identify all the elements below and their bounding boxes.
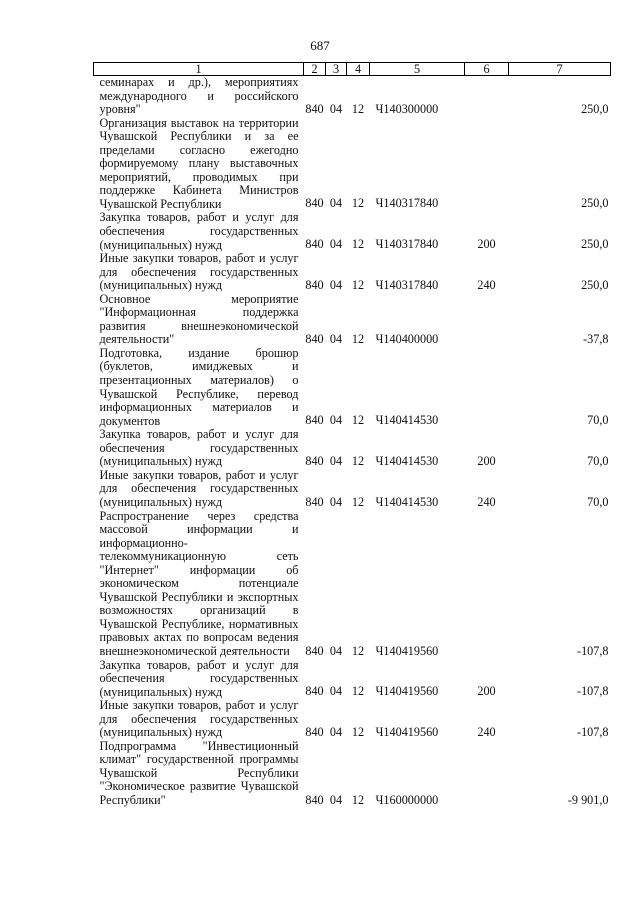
- row-expense-type: 240: [477, 724, 496, 739]
- row-target-article: Ч140414530: [375, 413, 439, 428]
- row-ministry-code: 840: [305, 237, 324, 252]
- row-expense-type: [465, 76, 509, 117]
- row-subsection-code: 12: [351, 453, 365, 468]
- row-name: Организация выставок на территории Чувашской Республики и за ее пределами согласно ежегодно формируемому плану выставочных мероприятий, проводимых при поддержке Кабинета Министров Чувашской Республики: [99, 115, 299, 211]
- header-col-3: 3: [326, 63, 347, 76]
- row-subsection-code: 12: [351, 101, 365, 116]
- row-target-article: Ч140400000: [375, 331, 439, 346]
- row-subsection-code: 12: [351, 237, 365, 252]
- budget-table: [93, 62, 611, 808]
- row-ministry-code: 840: [305, 413, 324, 428]
- row-section-code: 04: [329, 331, 343, 346]
- row-target-article: Ч140419560: [375, 643, 439, 658]
- row-expense-type: 200: [477, 453, 496, 468]
- row-amount: 70,0: [587, 453, 609, 468]
- row-name: Иные закупки товаров, работ и услуг для обеспечения государственных (муниципальных) нужд: [99, 698, 299, 740]
- header-col-1: 1: [94, 63, 304, 76]
- row-section-code: 04: [329, 196, 343, 211]
- table-row: [94, 76, 611, 117]
- table-row: [94, 699, 611, 740]
- row-amount: 250,0: [581, 196, 609, 211]
- row-subsection-code: 12: [351, 684, 365, 699]
- table-row: [94, 740, 611, 808]
- row-section-code: 04: [329, 101, 343, 116]
- row-target-article: Ч140317840: [375, 277, 439, 292]
- row-expense-type: [465, 117, 509, 212]
- table-row: [94, 293, 611, 347]
- row-name: семинарах и др.), мероприятиях международного и российского уровня": [99, 75, 299, 117]
- row-target-article: Ч140300000: [375, 101, 439, 116]
- table-row: [94, 347, 611, 428]
- table-row: [94, 117, 611, 212]
- row-section-code: 04: [329, 643, 343, 658]
- row-expense-type: 240: [477, 277, 496, 292]
- row-amount: 250,0: [581, 277, 609, 292]
- row-amount: 250,0: [581, 101, 609, 116]
- row-subsection-code: 12: [351, 792, 365, 807]
- row-ministry-code: 840: [305, 494, 324, 509]
- row-ministry-code: 840: [305, 643, 324, 658]
- row-subsection-code: 12: [351, 724, 365, 739]
- page-number: 687: [310, 38, 330, 53]
- row-section-code: 04: [329, 453, 343, 468]
- row-subsection-code: 12: [351, 331, 365, 346]
- row-target-article: Ч140414530: [375, 453, 439, 468]
- row-target-article: Ч140317840: [375, 237, 439, 252]
- row-target-article: Ч140317840: [375, 196, 439, 211]
- row-target-article: Ч140419560: [375, 684, 439, 699]
- row-expense-type: [465, 510, 509, 659]
- row-subsection-code: 12: [351, 643, 365, 658]
- row-subsection-code: 12: [351, 413, 365, 428]
- row-target-article: Ч140414530: [375, 494, 439, 509]
- row-name: Иные закупки товаров, работ и услуг для обеспечения государственных (муниципальных) нужд: [99, 467, 299, 509]
- row-name: Основное мероприятие "Информационная поддержка развития внешнеэкономической деятельности": [99, 291, 299, 347]
- row-expense-type: [465, 347, 509, 428]
- row-name: Распространение через средства массовой информации и информационно-телекоммуникационную сеть "Интернет" информации об экономическом потенциале Чувашской Республики и экспортных возможностях организаций в Чувашской Республике, нормативных правовых актах по вопросам ведения внешнеэкономической деятельности: [99, 508, 299, 658]
- row-expense-type: 200: [477, 237, 496, 252]
- row-amount: -107,8: [577, 643, 609, 658]
- row-name: Иные закупки товаров, работ и услуг для обеспечения государственных (муниципальных) нужд: [99, 251, 299, 293]
- row-ministry-code: 840: [305, 331, 324, 346]
- row-section-code: 04: [329, 494, 343, 509]
- row-expense-type: [465, 740, 509, 808]
- row-expense-type: 240: [477, 494, 496, 509]
- row-amount: -107,8: [577, 684, 609, 699]
- row-section-code: 04: [329, 413, 343, 428]
- table-row: [94, 428, 611, 469]
- row-name: Закупка товаров, работ и услуг для обеспечения государственных (муниципальных) нужд: [99, 210, 299, 252]
- row-subsection-code: 12: [351, 196, 365, 211]
- header-col-4: 4: [347, 63, 370, 76]
- table-row: [94, 659, 611, 700]
- row-amount: -37,8: [583, 331, 609, 346]
- table-row: [94, 469, 611, 510]
- row-amount: -9 901,0: [567, 792, 609, 807]
- row-ministry-code: 840: [305, 101, 324, 116]
- table-row: [94, 252, 611, 293]
- row-amount: -107,8: [577, 724, 609, 739]
- table-row: [94, 211, 611, 252]
- row-ministry-code: 840: [305, 453, 324, 468]
- table-row: [94, 510, 611, 659]
- header-col-6: 6: [465, 63, 509, 76]
- table-header-row: [94, 63, 611, 76]
- row-amount: 70,0: [587, 494, 609, 509]
- row-ministry-code: 840: [305, 196, 324, 211]
- header-col-5: 5: [370, 63, 465, 76]
- row-ministry-code: 840: [305, 277, 324, 292]
- row-subsection-code: 12: [351, 494, 365, 509]
- row-section-code: 04: [329, 792, 343, 807]
- row-ministry-code: 840: [305, 724, 324, 739]
- row-section-code: 04: [329, 277, 343, 292]
- row-section-code: 04: [329, 724, 343, 739]
- row-ministry-code: 840: [305, 792, 324, 807]
- row-name: Закупка товаров, работ и услуг для обеспечения государственных (муниципальных) нужд: [99, 657, 299, 699]
- row-target-article: Ч140419560: [375, 724, 439, 739]
- row-expense-type: [465, 293, 509, 347]
- header-col-7: 7: [509, 63, 611, 76]
- row-amount: 250,0: [581, 237, 609, 252]
- row-expense-type: 200: [477, 684, 496, 699]
- row-name: Подпрограмма "Инвестиционный климат" государственной программы Чувашской Республики "Экономическое развитие Чувашской Республики": [99, 738, 299, 807]
- row-ministry-code: 840: [305, 684, 324, 699]
- row-section-code: 04: [329, 237, 343, 252]
- row-amount: 70,0: [587, 413, 609, 428]
- header-col-2: 2: [304, 63, 326, 76]
- row-target-article: Ч160000000: [375, 792, 439, 807]
- row-subsection-code: 12: [351, 277, 365, 292]
- row-name: Подготовка, издание брошюр (буклетов, имиджевых и презентационных материалов) о Чувашской Республике, перевод информационных материалов и документов: [99, 345, 299, 428]
- row-name: Закупка товаров, работ и услуг для обеспечения государственных (муниципальных) нужд: [99, 427, 299, 469]
- row-section-code: 04: [329, 684, 343, 699]
